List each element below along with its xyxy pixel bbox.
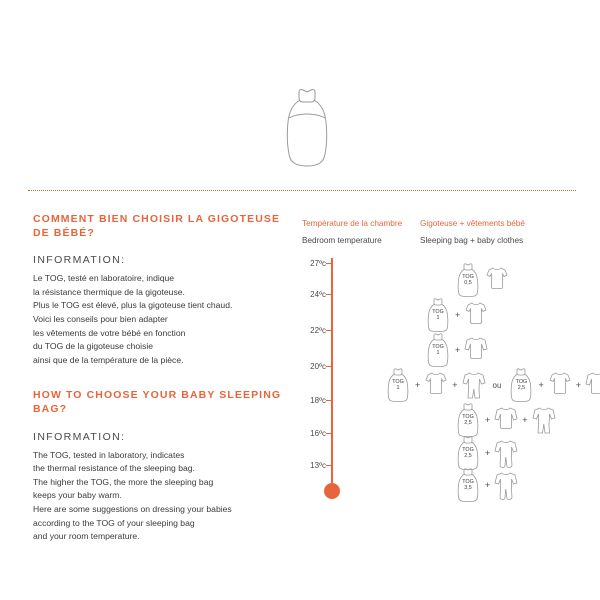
french-body-line: du TOG de la gigoteuse choisie	[33, 341, 154, 352]
french-body-line: la résistance thermique de la gigoteuse.	[33, 286, 185, 297]
english-body-line: Here are some suggestions on dressing your babies	[33, 503, 232, 514]
french-subtitle: INFORMATION:	[33, 254, 126, 267]
clothing-column-header-fr: Gigoteuse + vêtements bébé	[420, 219, 525, 228]
pyjama-icon	[462, 370, 486, 400]
thermometer-bar	[331, 258, 333, 490]
tog-sleeping-bag-badge	[455, 436, 481, 470]
bodysuit-long-sleeve-icon	[494, 405, 518, 435]
english-body-line: according to the TOG of your sleeping bag	[33, 517, 195, 528]
english-body-line: keeps your baby warm.	[33, 490, 122, 501]
plus-icon: +	[575, 379, 581, 390]
tog-value: TOG 1	[432, 344, 444, 357]
tog-sleeping-bag-badge	[425, 333, 451, 367]
bodysuit-short-sleeve-icon	[485, 265, 509, 295]
baby-sleeping-bag-illustration	[280, 88, 334, 170]
english-body	[33, 449, 283, 544]
temperature-tick-label: 16ºc	[310, 429, 326, 438]
text-block-gap	[33, 367, 283, 389]
table-row	[455, 468, 518, 502]
english-title: HOW TO CHOOSE YOUR BABY SLEEPING BAG?	[33, 389, 282, 415]
french-body-line: Le TOG, testé en laboratoire, indique	[33, 273, 175, 284]
bodysuit-short-sleeve-icon	[548, 370, 572, 400]
bodysuit-short-sleeve-icon	[464, 300, 488, 330]
pyjama-icon	[532, 405, 556, 435]
axis-tick	[326, 263, 333, 264]
plus-icon: +	[415, 379, 421, 390]
english-body-line: The higher the TOG, the more the sleeping bag	[33, 476, 214, 487]
tog-value-alt: TOG 2,5	[515, 379, 528, 392]
plus-icon: +	[455, 309, 461, 320]
tog-value: TOG 1	[392, 379, 404, 392]
clothing-column-header-en: Sleeping bag + baby clothes	[420, 236, 524, 245]
tog-value: TOG 2,5	[462, 447, 474, 460]
temperature-tick-label: 22ºc	[310, 326, 326, 335]
plus-icon: +	[485, 414, 491, 425]
tog-sleeping-bag-badge-alt	[508, 368, 534, 402]
tog-value: TOG 0,5	[462, 274, 474, 287]
plus-icon: +	[538, 379, 544, 390]
tog-sleeping-bag-badge	[455, 403, 481, 437]
table-row	[425, 333, 488, 367]
plus-icon: +	[522, 414, 528, 425]
info-text-column	[33, 213, 283, 544]
tog-sleeping-bag-badge	[455, 468, 481, 502]
english-body-line: The TOG, tested in laboratory, indicates	[33, 449, 185, 460]
pyjama-footed-icon	[494, 438, 518, 468]
french-body-line: Voici les conseils pour bien adapter	[33, 314, 168, 325]
axis-tick	[326, 294, 333, 295]
plus-icon: +	[485, 479, 491, 490]
french-body-line: ainsi que de la température de la pièce.	[33, 354, 184, 365]
table-row	[455, 403, 556, 437]
axis-tick	[326, 465, 333, 466]
axis-tick	[326, 366, 333, 367]
axis-tick	[326, 400, 333, 401]
temperature-column-header-en: Bedroom temperature	[302, 236, 382, 245]
french-body-line: Plus le TOG est élevé, plus la gigoteuse tient chaud.	[33, 300, 233, 311]
table-row	[425, 298, 488, 332]
tog-sleeping-bag-badge	[455, 263, 481, 297]
temperature-tick-label: 27ºc	[310, 259, 326, 268]
temperature-column-header-fr: Température de la chambre	[302, 219, 403, 228]
table-row	[455, 263, 509, 297]
tog-value: TOG 2,5	[462, 414, 474, 427]
english-body-line: the thermal resistance of the sleeping bag.	[33, 463, 195, 474]
temperature-tick-label: 20ºc	[310, 362, 326, 371]
axis-tick	[326, 330, 333, 331]
table-row	[455, 436, 518, 470]
plus-icon: +	[452, 379, 458, 390]
table-row	[385, 368, 600, 402]
bodysuit-long-sleeve-icon	[464, 335, 488, 365]
tog-sleeping-bag-badge	[385, 368, 411, 402]
french-body	[33, 272, 283, 367]
thermometer-bulb	[324, 483, 340, 499]
tog-sleeping-bag-badge	[425, 298, 451, 332]
axis-tick	[326, 433, 333, 434]
temperature-tick-label: 18ºc	[310, 396, 326, 405]
pyjama-footed-icon	[494, 470, 518, 500]
french-body-line: les vêtements de votre bébé en fonction	[33, 327, 186, 338]
temperature-tick-label: 24ºc	[310, 290, 326, 299]
english-body-line: and your room temperature.	[33, 531, 140, 542]
french-title: COMMENT BIEN CHOISIR LA GIGOTEUSE DE BÉBÉ?	[33, 213, 281, 239]
or-separator: ou	[492, 380, 502, 390]
bodysuit-short-sleeve-icon	[424, 370, 448, 400]
tog-value: TOG 1	[432, 309, 444, 322]
plus-icon: +	[485, 447, 491, 458]
plus-icon: +	[455, 344, 461, 355]
tog-value: TOG 3,5	[462, 479, 474, 492]
dotted-divider	[28, 190, 576, 192]
english-subtitle: INFORMATION:	[33, 430, 126, 443]
bodysuit-long-sleeve-icon	[585, 370, 600, 400]
temperature-tick-label: 13ºc	[310, 461, 326, 470]
